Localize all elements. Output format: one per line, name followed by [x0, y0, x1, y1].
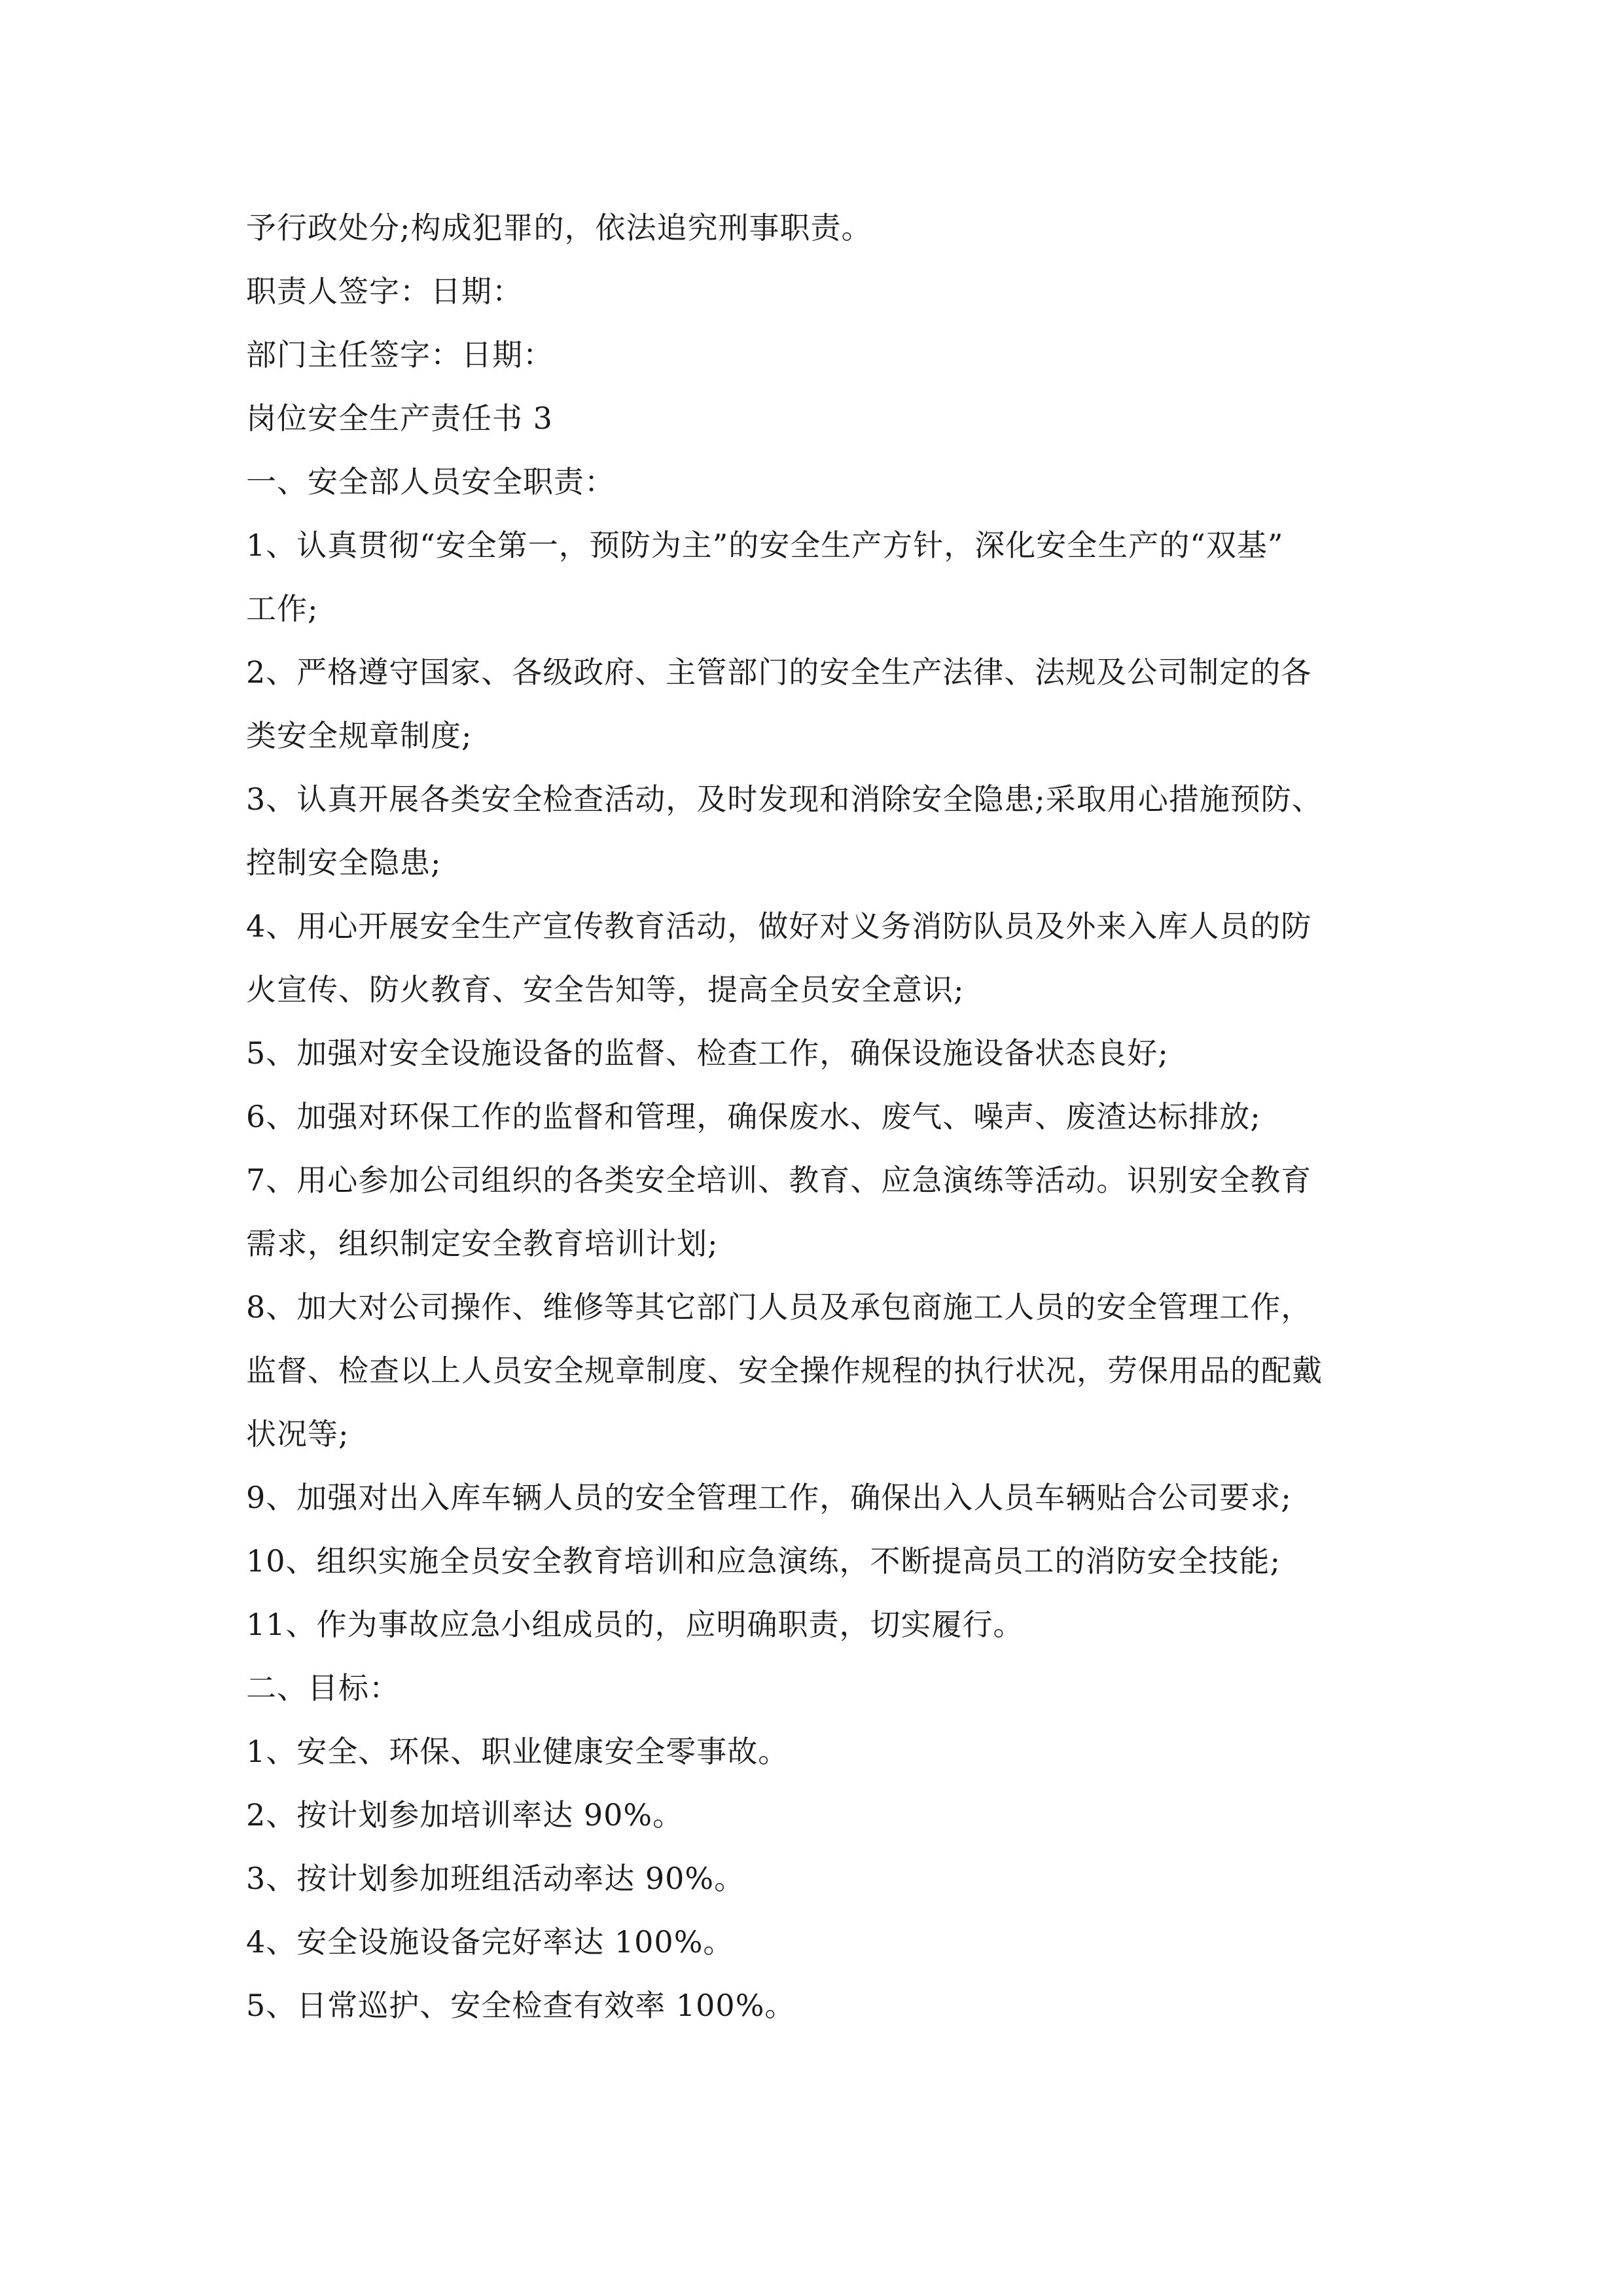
duty-item-2-cont: 类安全规章制度;: [246, 718, 473, 753]
duty-item-8: 8、加大对公司操作、维修等其它部门人员及承包商施工人员的安全管理工作，: [246, 1289, 1312, 1325]
duty-item-2: 2、严格遵守国家、各级政府、主管部门的安全生产法律、法规及公司制定的各: [246, 655, 1312, 690]
text-line-responsible-signature: 职责人签字：日期：: [246, 274, 523, 309]
duty-item-1: 1、认真贯彻“安全第一，预防为主”的安全生产方针，深化安全生产的“双基”: [246, 528, 1284, 563]
duty-item-3: 3、认真开展各类安全检查活动，及时发现和消除安全隐患;采取用心措施预防、: [246, 781, 1323, 817]
text-line-admin-penalty: 予行政处分;构成犯罪的，依法追究刑事职责。: [246, 210, 872, 245]
heading-targets: 二、目标：: [246, 1670, 400, 1706]
duty-item-9: 9、加强对出入库车辆人员的安全管理工作，确保出入人员车辆贴合公司要求;: [246, 1480, 1292, 1515]
duty-item-4-cont: 火宣传、防火教育、安全告知等，提高全员安全意识;: [246, 972, 965, 1007]
duty-item-8-cont-2: 状况等;: [246, 1416, 349, 1452]
document-body: [246, 196, 1398, 2037]
target-item-2: 2、按计划参加培训率达 90%。: [246, 1797, 684, 1833]
duty-item-1-cont: 工作;: [246, 591, 319, 626]
duty-item-7-cont: 需求，组织制定安全教育培训计划;: [246, 1226, 719, 1261]
target-item-5: 5、日常巡护、安全检查有效率 100%。: [246, 1988, 796, 2023]
heading-safety-staff-duties: 一、安全部人员安全职责：: [246, 464, 615, 499]
section-title-responsibility-letter-3: 岗位安全生产责任书 3: [246, 401, 553, 436]
duty-item-5: 5、加强对安全设施设备的监督、检查工作，确保设施设备状态良好;: [246, 1035, 1169, 1071]
duty-item-7: 7、用心参加公司组织的各类安全培训、教育、应急演练等活动。识别安全教育: [246, 1162, 1312, 1198]
target-item-1: 1、安全、环保、职业健康安全零事故。: [246, 1734, 789, 1769]
text-line-director-signature: 部门主任签字：日期：: [246, 337, 554, 372]
duty-item-3-cont: 控制安全隐患;: [246, 845, 442, 880]
target-item-4: 4、安全设施设备完好率达 100%。: [246, 1924, 734, 1960]
duty-item-10: 10、组织实施全员安全教育培训和应急演练，不断提高员工的消防安全技能;: [246, 1543, 1281, 1579]
target-item-3: 3、按计划参加班组活动率达 90%。: [246, 1861, 745, 1896]
duty-item-11: 11、作为事故应急小组成员的，应明确职责，切实履行。: [246, 1607, 1024, 1642]
duty-item-8-cont-1: 监督、检查以上人员安全规章制度、安全操作规程的执行状况，劳保用品的配戴: [246, 1353, 1323, 1388]
duty-item-6: 6、加强对环保工作的监督和管理，确保废水、废气、噪声、废渣达标排放;: [246, 1099, 1261, 1134]
duty-item-4: 4、用心开展安全生产宣传教育活动，做好对义务消防队员及外来入库人员的防: [246, 908, 1312, 944]
